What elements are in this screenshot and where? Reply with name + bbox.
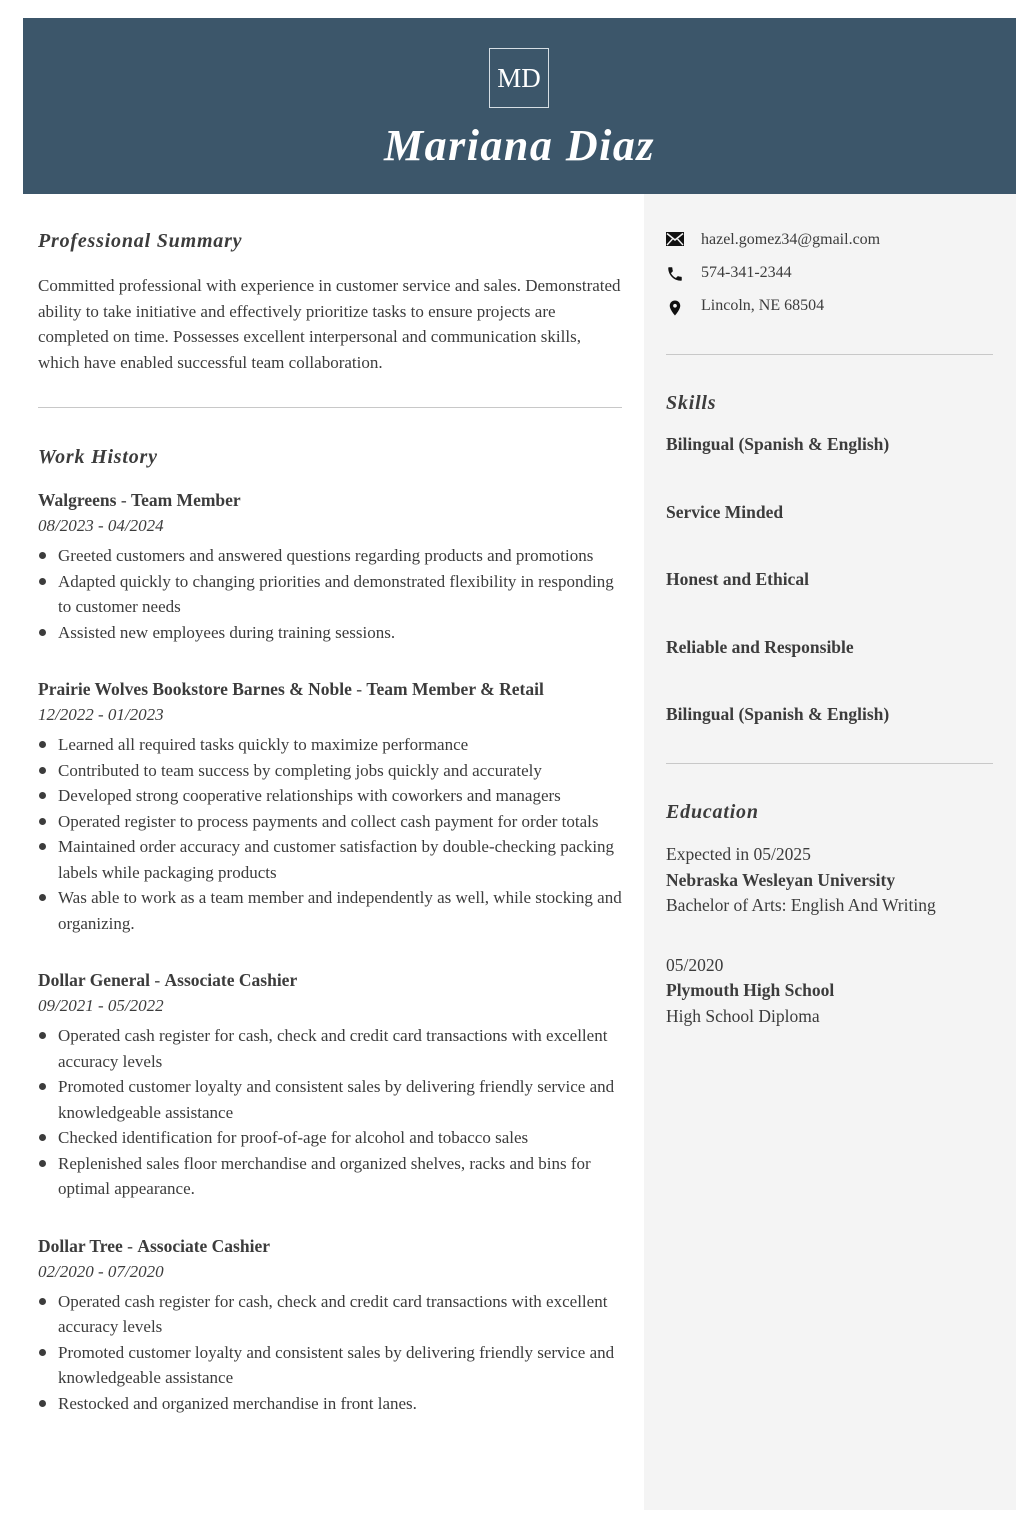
job-bullet-text: Operated register to process payments and collect cash payment for order totals (58, 811, 599, 831)
bullet-dot-icon (39, 1400, 46, 1407)
contact-location (666, 296, 996, 329)
job-entry (38, 487, 622, 645)
job-bullet (38, 543, 622, 569)
bullet-dot-icon (39, 1134, 46, 1141)
education-entry (666, 842, 1006, 919)
job-bullet-text: Promoted customer loyalty and consistent sales by delivering friendly service and knowledgeable assistance (58, 1342, 615, 1387)
divider (666, 763, 993, 764)
skills-list (666, 431, 996, 769)
education-school: Plymouth High School (666, 980, 835, 1000)
bullet-dot-icon (39, 843, 46, 850)
job-employer: Prairie Wolves Bookstore Barnes & Noble (38, 679, 352, 699)
education-list (666, 842, 1006, 1063)
education-degree: Bachelor of Arts: English And Writing (666, 895, 936, 915)
job-role: Team Member & Retail (366, 679, 544, 699)
job-bullet-text: Maintained order accuracy and customer satisfaction by double-checking packing labels while packaging products (58, 837, 615, 882)
skill-item: Reliable and Responsible (666, 636, 854, 657)
job-heading: Prairie Wolves Bookstore Barnes & Noble - Team Member & Retail (38, 679, 544, 699)
job-entry (38, 967, 622, 1202)
job-bullet (38, 620, 622, 646)
contact-phone (666, 263, 996, 296)
job-dates: 12/2022 - 01/2023 (38, 705, 164, 724)
education-entry (666, 953, 1006, 1030)
location-text: Lincoln, NE 68504 (701, 297, 825, 314)
job-bullet (38, 1340, 622, 1391)
education-date: Expected in 05/2025 (666, 844, 811, 864)
job-role: Associate Cashier (164, 970, 298, 990)
job-bullet (38, 1151, 622, 1202)
job-bullets (38, 1023, 622, 1202)
bullet-dot-icon (39, 1032, 46, 1039)
phone-icon (666, 265, 684, 283)
job-bullet (38, 885, 622, 936)
job-heading: Dollar General - Associate Cashier (38, 970, 298, 990)
candidate-name: Mariana Diaz (383, 121, 656, 170)
job-bullet (38, 732, 622, 758)
job-bullet (38, 783, 622, 809)
monogram: MD (489, 48, 549, 108)
education-school: Nebraska Wesleyan University (666, 869, 896, 890)
job-bullet (38, 834, 622, 885)
contact-email (666, 230, 996, 263)
job-bullets (38, 543, 622, 645)
job-bullet-text: Adapted quickly to changing priorities and demonstrated flexibility in responding to customer needs (58, 571, 614, 616)
bullet-dot-icon (39, 629, 46, 636)
job-heading: Walgreens - Team Member (38, 490, 241, 510)
education-heading: Education (666, 801, 759, 823)
bullet-dot-icon (39, 552, 46, 559)
sidebar (644, 194, 1016, 1510)
resume-header (23, 18, 1016, 194)
bullet-dot-icon (39, 1349, 46, 1356)
work-history-heading: Work History (38, 446, 158, 468)
divider (38, 407, 622, 408)
bullet-dot-icon (39, 578, 46, 585)
job-bullet (38, 569, 622, 620)
job-bullet (38, 1023, 622, 1074)
job-bullets (38, 732, 622, 936)
job-bullet-text: Promoted customer loyalty and consistent sales by delivering friendly service and knowledgeable assistance (58, 1077, 615, 1122)
job-dates: 08/2023 - 04/2024 (38, 516, 164, 535)
job-bullet (38, 1125, 622, 1151)
job-bullet (38, 1289, 622, 1340)
skill-item: Honest and Ethical (666, 569, 809, 589)
job-bullet (38, 1074, 622, 1125)
job-bullet (38, 758, 622, 784)
divider (666, 354, 993, 355)
job-entry (38, 1233, 622, 1417)
bullet-dot-icon (39, 1298, 46, 1305)
summary-text: Committed professional with experience in customer service and sales. Demonstrated ability to take initiative and effectively prioritize tasks to ensure projects are completed on time. Possesses excellent interpersonal and communication skills, which have enabled successful team collaboration. (38, 276, 621, 372)
job-bullet-text: Replenished sales floor merchandise and organized shelves, racks and bins for optimal appearance. (58, 1153, 591, 1198)
job-dates: 09/2021 - 05/2022 (38, 996, 164, 1015)
bullet-dot-icon (39, 818, 46, 825)
job-dates: 02/2020 - 07/2020 (38, 1261, 164, 1281)
summary-heading: Professional Summary (38, 230, 243, 252)
bullet-dot-icon (39, 1083, 46, 1090)
job-heading: Dollar Tree - Associate Cashier (38, 1235, 270, 1256)
envelope-icon (666, 232, 684, 246)
job-bullet-text: Operated cash register for cash, check and credit card transactions with excellent accuracy levels (58, 1026, 608, 1071)
job-bullet-text: Assisted new employees during training sessions. (58, 622, 396, 642)
email-text[interactable]: hazel.gomez34@gmail.com (701, 231, 881, 248)
job-bullet-text: Operated cash register for cash, check and credit card transactions with excellent accuracy levels (58, 1291, 608, 1336)
job-bullet-text: Checked identification for proof-of-age for alcohol and tobacco sales (58, 1128, 529, 1147)
job-bullet-text: Developed strong cooperative relationships with coworkers and managers (58, 786, 561, 805)
job-bullet-text: Learned all required tasks quickly to maximize performance (58, 735, 469, 754)
job-bullet (38, 809, 622, 835)
bullet-dot-icon (39, 894, 46, 901)
job-entry (38, 676, 622, 936)
skill-item: Service Minded (666, 501, 784, 522)
bullet-dot-icon (39, 767, 46, 774)
bullet-dot-icon (39, 1160, 46, 1167)
job-bullets (38, 1289, 622, 1417)
job-employer: Walgreens (38, 490, 117, 510)
work-history-list (38, 487, 622, 1447)
map-pin-icon (666, 298, 684, 318)
job-bullet-text: Restocked and organized merchandise in front lanes. (58, 1393, 417, 1413)
education-degree: High School Diploma (666, 1005, 820, 1026)
skill-item: Bilingual (Spanish & English) (666, 434, 890, 454)
job-bullet-text: Contributed to team success by completing jobs quickly and accurately (58, 760, 542, 780)
job-bullet-text: Was able to work as a team member and independently as well, while stocking and organizing. (58, 888, 622, 933)
skills-heading: Skills (666, 392, 717, 414)
job-bullet-text: Greeted customers and answered questions regarding products and promotions (58, 546, 594, 565)
job-role: Associate Cashier (137, 1235, 270, 1256)
skill-item: Bilingual (Spanish & English) (666, 704, 890, 724)
bullet-dot-icon (39, 792, 46, 799)
job-employer: Dollar Tree (38, 1235, 123, 1256)
job-bullet (38, 1391, 622, 1417)
phone-text[interactable]: 574-341-2344 (701, 264, 792, 281)
resume-page (23, 18, 1016, 1510)
bullet-dot-icon (39, 741, 46, 748)
job-employer: Dollar General (38, 970, 150, 990)
job-role: Team Member (131, 490, 241, 510)
contact-info (666, 230, 996, 329)
education-date: 05/2020 (666, 954, 724, 975)
